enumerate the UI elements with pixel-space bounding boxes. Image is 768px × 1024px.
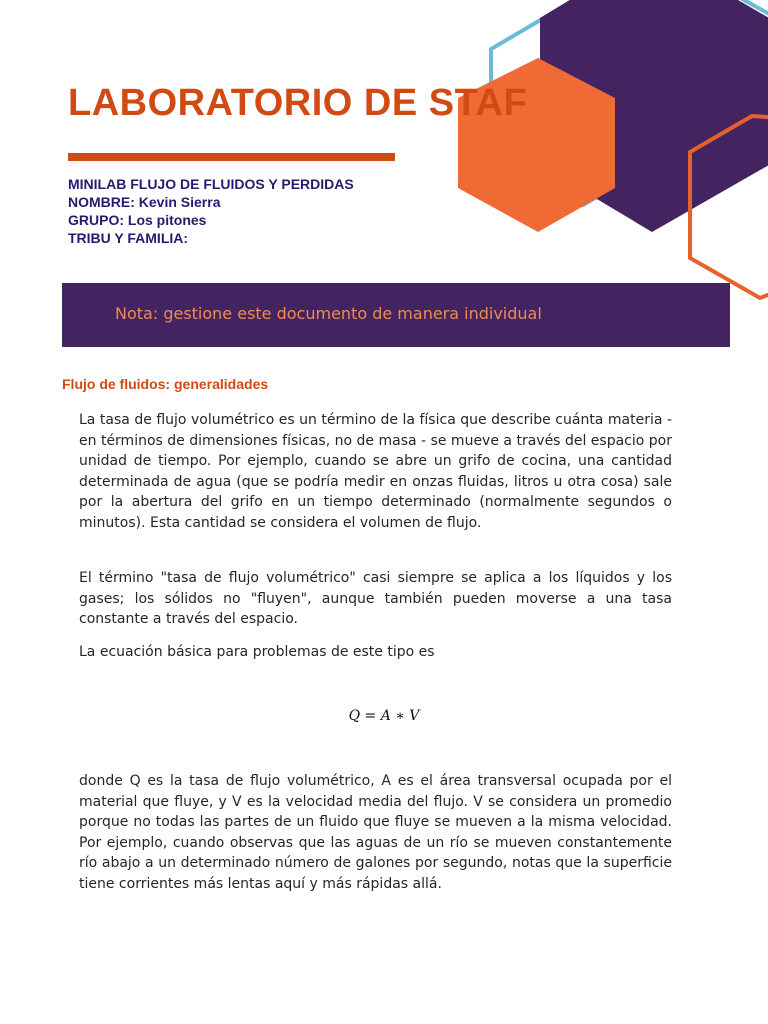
paragraph-4: donde Q es la tasa de flujo volumétrico, A es el área transversal ocupada por el material que fluye, y V es la velocidad media del flujo. V se considera un promedio porque no todas las partes de un fluido que fluye se mueven a la misma velocidad. Por ejemplo, cuando observas que las aguas de un río se mueven constantemente río abajo a un determinado número de galones por segundo, notas que la superficie tiene corrientes más lentas aquí y más rápidas allá. <box>79 773 672 892</box>
meta-tribu: TRIBU Y FAMILIA: <box>68 230 189 246</box>
paragraph-1: La tasa de flujo volumétrico es un término de la física que describe cuánta materia - en términos de dimensiones físicas, no de masa - se mueve a través del espacio por unidad de tiempo. Por ejemplo, cuando se abre un grifo de cocina, una cantidad determinada de agua (que se podría medir en onzas fluidas, litros u otra cosa) sale por la abertura del grifo en un tiempo determinado (normalmente segundos o minutos). Esta cantidad se considera el volumen de flujo. <box>79 412 672 531</box>
paragraph-3: La ecuación básica para problemas de este tipo es <box>79 644 435 660</box>
document-meta <box>68 175 354 247</box>
hexagon-decoration <box>0 0 768 300</box>
meta-minilab: MINILAB FLUJO DE FLUIDOS Y PERDIDAS <box>68 176 354 192</box>
flow-equation: Q = A ∗ V <box>348 708 420 724</box>
meta-nombre: NOMBRE: Kevin Sierra <box>68 194 221 210</box>
paragraph-2: El término "tasa de flujo volumétrico" casi siempre se aplica a los líquidos y los gases; los sólidos no "fluyen", aunque también pueden moverse a una tasa constante a través del espacio. <box>79 570 672 627</box>
meta-grupo: GRUPO: Los pitones <box>68 212 207 228</box>
title-underline-bar <box>68 153 395 161</box>
section-heading: Flujo de fluidos: generalidades <box>62 376 269 392</box>
note-banner <box>62 283 730 347</box>
document-title: LABORATORIO DE STAF <box>68 82 528 124</box>
note-text: Nota: gestione este documento de manera individual <box>115 304 542 323</box>
